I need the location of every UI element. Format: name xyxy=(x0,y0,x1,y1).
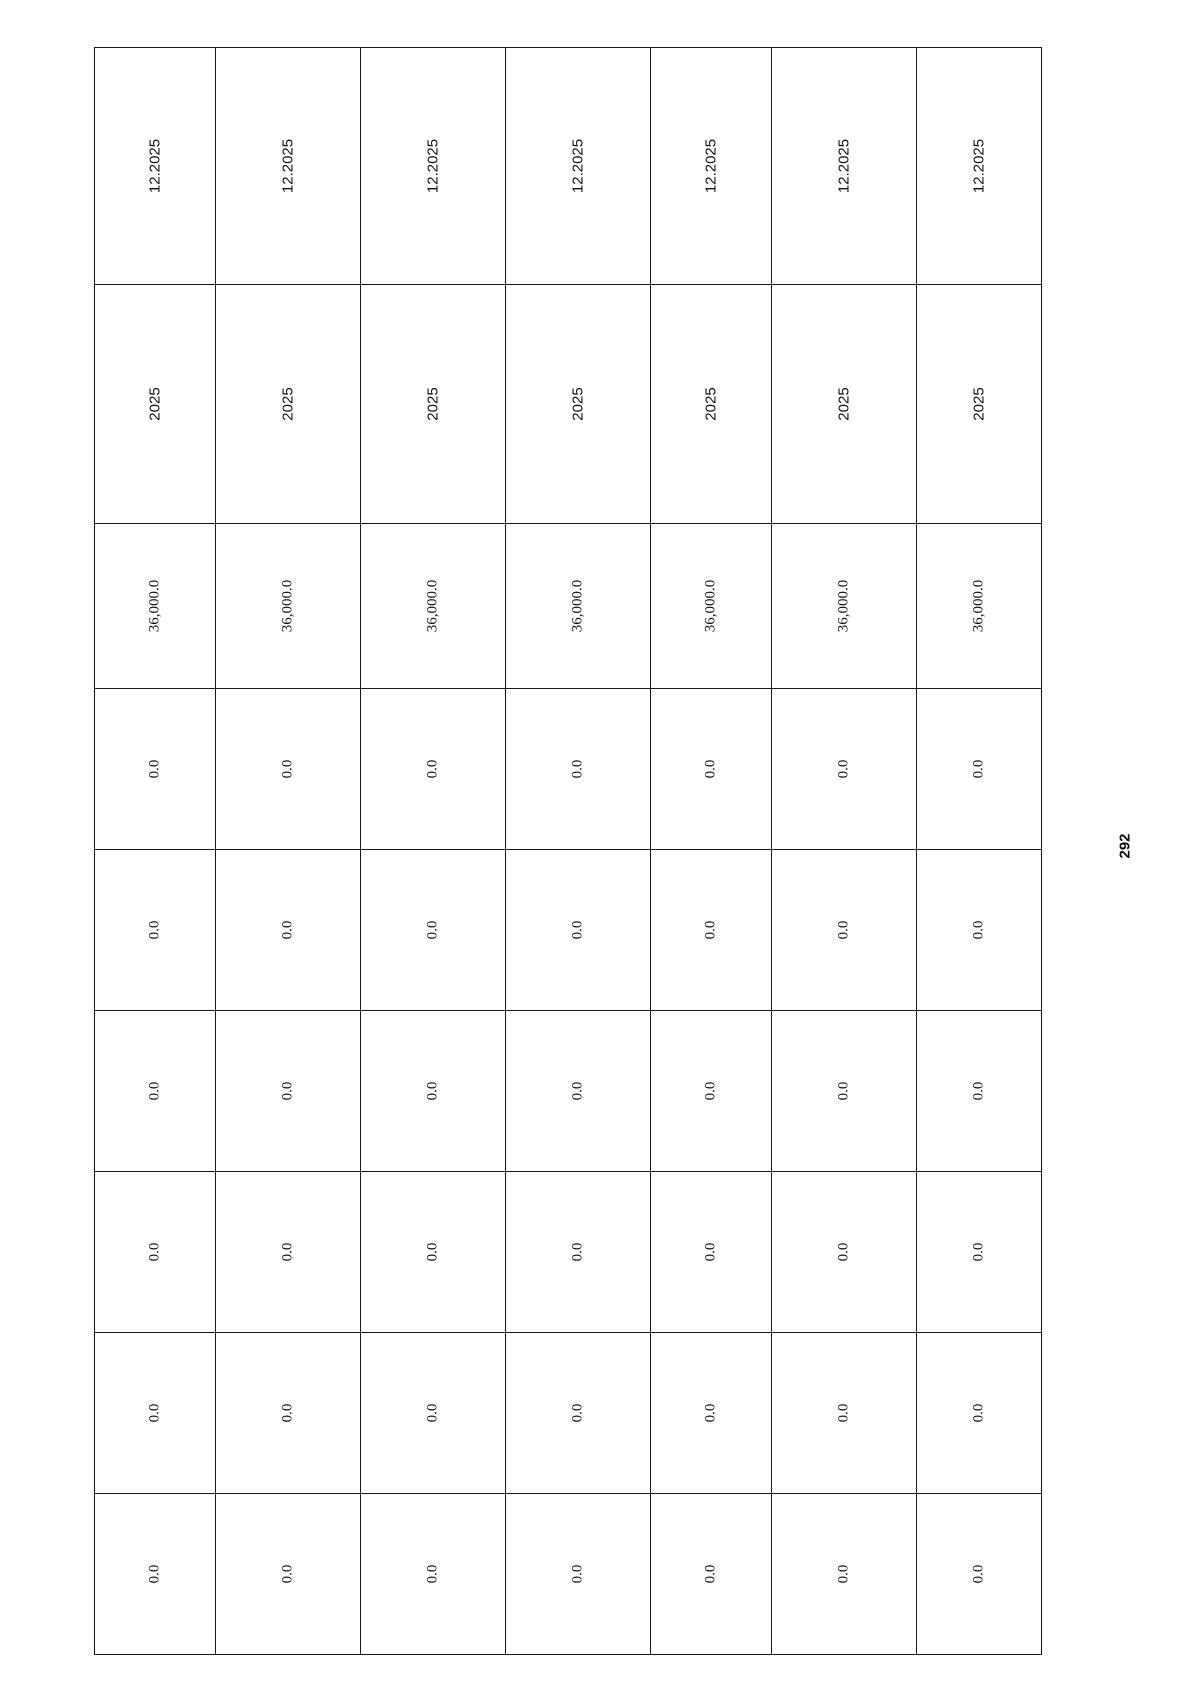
table-field-row xyxy=(95,48,1042,285)
cell-value: 0.0 xyxy=(279,1403,296,1423)
table-cell xyxy=(216,1333,361,1494)
cell-value: 0.0 xyxy=(835,1564,852,1584)
table-cell xyxy=(506,1333,651,1494)
cell-value: 0.0 xyxy=(146,1403,163,1423)
table-cell xyxy=(216,689,361,850)
table-field-row xyxy=(95,1011,1042,1172)
table-cell xyxy=(95,1333,216,1494)
cell-value: 0.0 xyxy=(970,1403,987,1423)
table-cell xyxy=(216,850,361,1011)
cell-value: 0.0 xyxy=(569,1403,586,1423)
cell-value: 0.0 xyxy=(146,1564,163,1584)
table-field-row xyxy=(95,689,1042,850)
cell-value: 2025 xyxy=(970,387,988,421)
cell-value: 0.0 xyxy=(702,1403,719,1423)
cell-value: 0.0 xyxy=(835,1403,852,1423)
table-cell xyxy=(361,689,506,850)
cell-value: 0.0 xyxy=(569,759,586,779)
table-cell xyxy=(361,48,506,285)
cell-value: 0.0 xyxy=(835,1242,852,1262)
cell-value: 2025 xyxy=(702,387,720,421)
table-cell xyxy=(651,48,772,285)
table-cell xyxy=(917,1172,1042,1333)
cell-value: 0.0 xyxy=(835,920,852,940)
cell-value: 0.0 xyxy=(970,920,987,940)
table-cell xyxy=(95,1172,216,1333)
cell-value: 0.0 xyxy=(970,759,987,779)
table-cell xyxy=(772,48,917,285)
table-cell xyxy=(917,1333,1042,1494)
table-cell xyxy=(772,1172,917,1333)
table-cell xyxy=(361,1172,506,1333)
table-cell xyxy=(506,48,651,285)
table-field-row xyxy=(95,1333,1042,1494)
cell-value: 2025 xyxy=(835,387,853,421)
cell-value: 0.0 xyxy=(835,759,852,779)
cell-value: 0.0 xyxy=(424,1403,441,1423)
cell-value: 36,000.0 xyxy=(970,579,987,633)
cell-value: 0.0 xyxy=(970,1564,987,1584)
table-cell xyxy=(506,285,651,524)
table-cell xyxy=(95,524,216,689)
table-cell xyxy=(216,285,361,524)
cell-value: 0.0 xyxy=(702,920,719,940)
table-cell xyxy=(917,689,1042,850)
table-cell xyxy=(772,1011,917,1172)
table-cell xyxy=(361,1333,506,1494)
table-cell xyxy=(361,285,506,524)
table-field-row xyxy=(95,1172,1042,1333)
cell-value: 0.0 xyxy=(279,1564,296,1584)
table-cell xyxy=(651,850,772,1011)
table-cell xyxy=(917,1011,1042,1172)
table-cell xyxy=(95,48,216,285)
table-cell xyxy=(506,1494,651,1655)
table-cell xyxy=(651,285,772,524)
cell-value: 36,000.0 xyxy=(279,579,296,633)
cell-value: 12.2025 xyxy=(970,138,988,194)
table-cell xyxy=(95,850,216,1011)
cell-value: 0.0 xyxy=(424,759,441,779)
cell-value: 12.2025 xyxy=(702,138,720,194)
table-cell xyxy=(651,1011,772,1172)
table-cell xyxy=(506,689,651,850)
table-field-row xyxy=(95,285,1042,524)
table-cell xyxy=(506,850,651,1011)
cell-value: 0.0 xyxy=(569,920,586,940)
table-cell xyxy=(772,524,917,689)
table-cell xyxy=(95,1494,216,1655)
cell-value: 12.2025 xyxy=(424,138,442,194)
cell-value: 12.2025 xyxy=(569,138,587,194)
table-cell xyxy=(651,1172,772,1333)
cell-value: 2025 xyxy=(279,387,297,421)
cell-value: 0.0 xyxy=(569,1081,586,1101)
cell-value: 0.0 xyxy=(279,1081,296,1101)
table-field-row xyxy=(95,850,1042,1011)
data-table xyxy=(94,47,1042,1655)
table-cell xyxy=(917,850,1042,1011)
cell-value: 0.0 xyxy=(279,1242,296,1262)
cell-value: 36,000.0 xyxy=(569,579,586,633)
cell-value: 12.2025 xyxy=(279,138,297,194)
cell-value: 0.0 xyxy=(702,1242,719,1262)
cell-value: 36,000.0 xyxy=(424,579,441,633)
cell-value: 0.0 xyxy=(146,759,163,779)
cell-value: 0.0 xyxy=(569,1564,586,1584)
table-cell xyxy=(361,1494,506,1655)
table-cell xyxy=(95,689,216,850)
cell-value: 12.2025 xyxy=(835,138,853,194)
table-cell xyxy=(216,1172,361,1333)
cell-value: 0.0 xyxy=(970,1242,987,1262)
table-cell xyxy=(506,524,651,689)
cell-value: 0.0 xyxy=(970,1081,987,1101)
table-cell xyxy=(216,1494,361,1655)
cell-value: 0.0 xyxy=(146,920,163,940)
cell-value: 0.0 xyxy=(279,920,296,940)
table-cell xyxy=(917,1494,1042,1655)
table-cell xyxy=(216,1011,361,1172)
table-field-row xyxy=(95,524,1042,689)
cell-value: 36,000.0 xyxy=(835,579,852,633)
cell-value: 0.0 xyxy=(146,1242,163,1262)
cell-value: 0.0 xyxy=(424,1242,441,1262)
table-cell xyxy=(361,524,506,689)
cell-value: 36,000.0 xyxy=(702,579,719,633)
table-cell xyxy=(651,1494,772,1655)
cell-value: 0.0 xyxy=(424,1564,441,1584)
table-cell xyxy=(917,285,1042,524)
table-cell xyxy=(651,1333,772,1494)
cell-value: 2025 xyxy=(424,387,442,421)
cell-value: 0.0 xyxy=(702,1564,719,1584)
table-cell xyxy=(361,1011,506,1172)
table-cell xyxy=(772,1494,917,1655)
cell-value: 0.0 xyxy=(146,1081,163,1101)
table-cell xyxy=(361,850,506,1011)
cell-value: 0.0 xyxy=(424,1081,441,1101)
cell-value: 0.0 xyxy=(835,1081,852,1101)
table-cell xyxy=(917,48,1042,285)
cell-value: 0.0 xyxy=(702,759,719,779)
cell-value: 0.0 xyxy=(279,759,296,779)
table-cell xyxy=(506,1011,651,1172)
table-cell xyxy=(506,1172,651,1333)
cell-value: 0.0 xyxy=(702,1081,719,1101)
table-cell xyxy=(772,285,917,524)
page-number: 292 xyxy=(1116,833,1134,859)
table-cell xyxy=(772,850,917,1011)
table-cell xyxy=(772,689,917,850)
table-cell xyxy=(651,524,772,689)
cell-value: 0.0 xyxy=(424,920,441,940)
table-field-row xyxy=(95,1494,1042,1655)
cell-value: 36,000.0 xyxy=(146,579,163,633)
table-cell xyxy=(216,48,361,285)
table-cell xyxy=(917,524,1042,689)
cell-value: 0.0 xyxy=(569,1242,586,1262)
cell-value: 12.2025 xyxy=(146,138,164,194)
cell-value: 2025 xyxy=(569,387,587,421)
table-cell xyxy=(95,1011,216,1172)
cell-value: 2025 xyxy=(146,387,164,421)
table-cell xyxy=(216,524,361,689)
table-cell xyxy=(772,1333,917,1494)
table-cell xyxy=(651,689,772,850)
table-cell xyxy=(95,285,216,524)
